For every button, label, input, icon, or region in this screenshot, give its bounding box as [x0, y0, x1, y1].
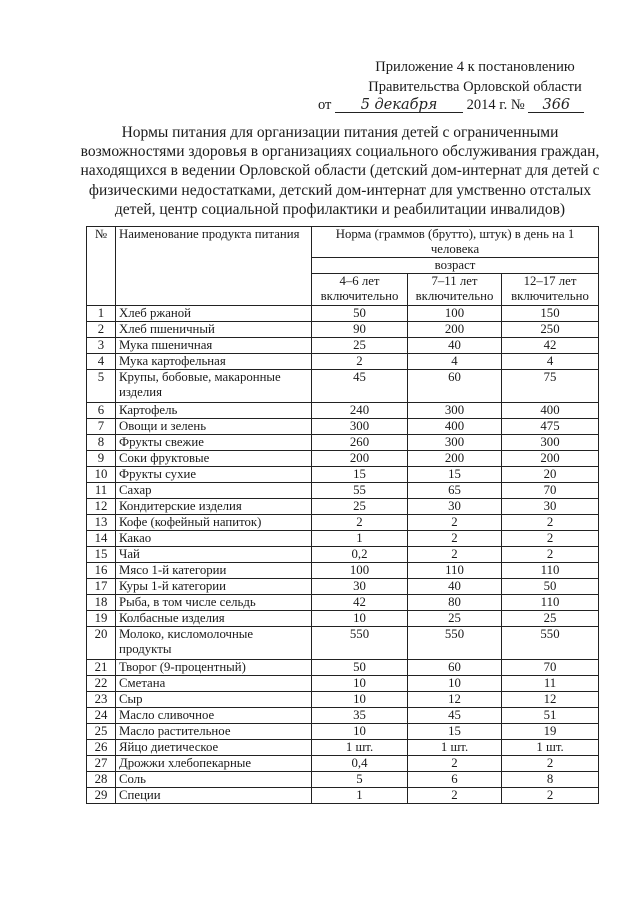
row-norm-age-4-6: 50 — [312, 660, 408, 676]
row-norm-age-7-11: 80 — [408, 595, 502, 611]
row-norm-age-7-11: 25 — [408, 611, 502, 627]
row-norm-age-4-6: 1 — [312, 531, 408, 547]
row-number: 14 — [87, 531, 116, 547]
row-norm-age-4-6: 0,4 — [312, 756, 408, 772]
header-age-group-1: 4–6 лет включительно — [312, 274, 408, 306]
row-product-name: Чай — [116, 547, 312, 563]
appendix-line-2: Правительства Орловской области — [368, 79, 582, 95]
row-norm-age-12-17: 51 — [502, 708, 599, 724]
row-product-name: Специи — [116, 788, 312, 804]
row-norm-age-7-11: 60 — [408, 370, 502, 403]
header-product-name: Наименование продукта питания — [116, 227, 312, 306]
table-row — [87, 627, 599, 660]
row-norm-age-7-11: 300 — [408, 435, 502, 451]
row-number: 29 — [87, 788, 116, 804]
row-product-name: Сахар — [116, 483, 312, 499]
row-norm-age-7-11: 200 — [408, 451, 502, 467]
row-norm-age-12-17: 2 — [502, 756, 599, 772]
row-number: 21 — [87, 660, 116, 676]
row-product-name: Фрукты свежие — [116, 435, 312, 451]
table-row — [87, 467, 599, 483]
row-norm-age-12-17: 550 — [502, 627, 599, 660]
row-norm-age-4-6: 260 — [312, 435, 408, 451]
row-norm-age-4-6: 10 — [312, 692, 408, 708]
header-age-group-2: 7–11 лет включительно — [408, 274, 502, 306]
row-norm-age-4-6: 2 — [312, 354, 408, 370]
row-product-name: Кофе (кофейный напиток) — [116, 515, 312, 531]
header-age: возраст — [312, 258, 599, 274]
row-number: 27 — [87, 756, 116, 772]
row-norm-age-7-11: 300 — [408, 403, 502, 419]
row-norm-age-7-11: 100 — [408, 306, 502, 322]
row-norm-age-12-17: 11 — [502, 676, 599, 692]
row-norm-age-4-6: 25 — [312, 338, 408, 354]
row-norm-age-12-17: 19 — [502, 724, 599, 740]
table-row — [87, 403, 599, 419]
row-norm-age-12-17: 25 — [502, 611, 599, 627]
row-product-name: Мясо 1-й категории — [116, 563, 312, 579]
table-row — [87, 370, 599, 403]
row-norm-age-4-6: 50 — [312, 306, 408, 322]
row-number: 13 — [87, 515, 116, 531]
row-norm-age-4-6: 15 — [312, 467, 408, 483]
row-norm-age-7-11: 2 — [408, 547, 502, 563]
row-norm-age-12-17: 2 — [502, 547, 599, 563]
row-product-name: Крупы, бобовые, макаронные изделия — [116, 370, 312, 403]
table-row — [87, 660, 599, 676]
row-number: 17 — [87, 579, 116, 595]
table-row — [87, 579, 599, 595]
appendix-line-1: Приложение 4 к постановлению — [375, 59, 575, 75]
row-product-name: Мука пшеничная — [116, 338, 312, 354]
row-norm-age-4-6: 10 — [312, 676, 408, 692]
date-prefix: от — [318, 97, 332, 113]
row-norm-age-12-17: 2 — [502, 531, 599, 547]
row-norm-age-4-6: 5 — [312, 772, 408, 788]
row-number: 20 — [87, 627, 116, 660]
row-norm-age-12-17: 200 — [502, 451, 599, 467]
row-norm-age-7-11: 2 — [408, 756, 502, 772]
row-norm-age-4-6: 200 — [312, 451, 408, 467]
handwritten-date: 5 декабря — [335, 98, 463, 113]
row-norm-age-7-11: 60 — [408, 660, 502, 676]
row-norm-age-7-11: 2 — [408, 531, 502, 547]
header-age-group-3: 12–17 лет включительно — [502, 274, 599, 306]
row-product-name: Колбасные изделия — [116, 611, 312, 627]
row-norm-age-4-6: 55 — [312, 483, 408, 499]
table-row — [87, 531, 599, 547]
row-product-name: Масло сливочное — [116, 708, 312, 724]
row-number: 8 — [87, 435, 116, 451]
row-norm-age-4-6: 240 — [312, 403, 408, 419]
header-number: № — [87, 227, 116, 306]
row-norm-age-7-11: 65 — [408, 483, 502, 499]
table-row — [87, 499, 599, 515]
row-norm-age-4-6: 1 — [312, 788, 408, 804]
row-norm-age-7-11: 12 — [408, 692, 502, 708]
row-number: 12 — [87, 499, 116, 515]
row-norm-age-12-17: 75 — [502, 370, 599, 403]
row-norm-age-4-6: 10 — [312, 724, 408, 740]
row-number: 4 — [87, 354, 116, 370]
date-year: 2014 г. № — [466, 97, 525, 113]
row-norm-age-7-11: 6 — [408, 772, 502, 788]
row-number: 25 — [87, 724, 116, 740]
row-product-name: Мука картофельная — [116, 354, 312, 370]
row-norm-age-12-17: 20 — [502, 467, 599, 483]
row-norm-age-7-11: 40 — [408, 338, 502, 354]
table-row — [87, 611, 599, 627]
row-product-name: Фрукты сухие — [116, 467, 312, 483]
row-number: 3 — [87, 338, 116, 354]
row-norm-age-4-6: 45 — [312, 370, 408, 403]
row-number: 16 — [87, 563, 116, 579]
table-row — [87, 788, 599, 804]
header-norm: Норма (граммов (брутто), штук) в день на 1 человека — [312, 227, 599, 258]
row-norm-age-7-11: 550 — [408, 627, 502, 660]
row-norm-age-4-6: 25 — [312, 499, 408, 515]
row-norm-age-4-6: 42 — [312, 595, 408, 611]
row-product-name: Яйцо диетическое — [116, 740, 312, 756]
row-number: 5 — [87, 370, 116, 403]
row-number: 22 — [87, 676, 116, 692]
row-product-name: Сыр — [116, 692, 312, 708]
row-product-name: Масло растительное — [116, 724, 312, 740]
row-norm-age-7-11: 1 шт. — [408, 740, 502, 756]
row-norm-age-12-17: 42 — [502, 338, 599, 354]
table-row — [87, 756, 599, 772]
row-number: 23 — [87, 692, 116, 708]
nutrition-norms-table — [86, 226, 599, 804]
row-number: 24 — [87, 708, 116, 724]
row-norm-age-4-6: 300 — [312, 419, 408, 435]
row-norm-age-12-17: 400 — [502, 403, 599, 419]
row-number: 11 — [87, 483, 116, 499]
row-norm-age-12-17: 475 — [502, 419, 599, 435]
row-norm-age-7-11: 4 — [408, 354, 502, 370]
table-row — [87, 515, 599, 531]
row-norm-age-7-11: 2 — [408, 515, 502, 531]
table-body — [87, 306, 599, 804]
row-norm-age-12-17: 8 — [502, 772, 599, 788]
row-product-name: Молоко, кисломолочные продукты — [116, 627, 312, 660]
table-row — [87, 338, 599, 354]
table-row — [87, 451, 599, 467]
row-number: 7 — [87, 419, 116, 435]
document-title: Нормы питания для организации питания детей с ограниченными возможностями здоровья в организациях социального обслуживания граждан, находящихся в ведении Орловской области (детский дом-интернат для детей с физическими недостатками, детский дом-интернат для умственно отсталых детей, центр социальной профилактики и реабилитации инвалидов) — [80, 124, 600, 218]
row-norm-age-12-17: 250 — [502, 322, 599, 338]
row-number: 6 — [87, 403, 116, 419]
row-number: 18 — [87, 595, 116, 611]
row-norm-age-4-6: 100 — [312, 563, 408, 579]
table-row — [87, 354, 599, 370]
table-row — [87, 322, 599, 338]
row-product-name: Кондитерские изделия — [116, 499, 312, 515]
row-number: 9 — [87, 451, 116, 467]
row-norm-age-12-17: 110 — [502, 595, 599, 611]
row-number: 1 — [87, 306, 116, 322]
row-norm-age-7-11: 30 — [408, 499, 502, 515]
table-row — [87, 692, 599, 708]
row-number: 26 — [87, 740, 116, 756]
row-number: 19 — [87, 611, 116, 627]
row-norm-age-12-17: 2 — [502, 515, 599, 531]
row-norm-age-7-11: 400 — [408, 419, 502, 435]
row-norm-age-4-6: 30 — [312, 579, 408, 595]
row-norm-age-12-17: 12 — [502, 692, 599, 708]
table-row — [87, 676, 599, 692]
row-norm-age-12-17: 70 — [502, 483, 599, 499]
row-norm-age-4-6: 550 — [312, 627, 408, 660]
row-product-name: Хлеб ржаной — [116, 306, 312, 322]
table-row — [87, 306, 599, 322]
row-norm-age-12-17: 30 — [502, 499, 599, 515]
row-norm-age-4-6: 10 — [312, 611, 408, 627]
table-row — [87, 708, 599, 724]
row-product-name: Хлеб пшеничный — [116, 322, 312, 338]
row-product-name: Овощи и зелень — [116, 419, 312, 435]
table-row — [87, 595, 599, 611]
row-norm-age-7-11: 10 — [408, 676, 502, 692]
row-product-name: Сметана — [116, 676, 312, 692]
row-norm-age-12-17: 110 — [502, 563, 599, 579]
date-line — [318, 96, 618, 114]
table-row — [87, 772, 599, 788]
table-row — [87, 724, 599, 740]
row-norm-age-12-17: 1 шт. — [502, 740, 599, 756]
row-product-name: Куры 1-й категории — [116, 579, 312, 595]
row-norm-age-4-6: 1 шт. — [312, 740, 408, 756]
row-norm-age-12-17: 2 — [502, 788, 599, 804]
row-norm-age-12-17: 4 — [502, 354, 599, 370]
row-number: 2 — [87, 322, 116, 338]
appendix-block — [330, 57, 620, 97]
table-row — [87, 419, 599, 435]
row-product-name: Соки фруктовые — [116, 451, 312, 467]
row-norm-age-12-17: 300 — [502, 435, 599, 451]
row-norm-age-7-11: 110 — [408, 563, 502, 579]
row-number: 15 — [87, 547, 116, 563]
row-norm-age-4-6: 0,2 — [312, 547, 408, 563]
table-row — [87, 547, 599, 563]
row-norm-age-4-6: 35 — [312, 708, 408, 724]
row-norm-age-7-11: 200 — [408, 322, 502, 338]
row-norm-age-7-11: 15 — [408, 467, 502, 483]
row-product-name: Дрожжи хлебопекарные — [116, 756, 312, 772]
row-number: 28 — [87, 772, 116, 788]
row-norm-age-7-11: 45 — [408, 708, 502, 724]
row-number: 10 — [87, 467, 116, 483]
row-product-name: Творог (9-процентный) — [116, 660, 312, 676]
table-row — [87, 483, 599, 499]
row-norm-age-12-17: 70 — [502, 660, 599, 676]
table-row — [87, 740, 599, 756]
row-norm-age-4-6: 90 — [312, 322, 408, 338]
row-norm-age-12-17: 50 — [502, 579, 599, 595]
table-row — [87, 563, 599, 579]
table-row — [87, 435, 599, 451]
row-norm-age-12-17: 150 — [502, 306, 599, 322]
row-norm-age-4-6: 2 — [312, 515, 408, 531]
row-product-name: Соль — [116, 772, 312, 788]
row-product-name: Какао — [116, 531, 312, 547]
handwritten-doc-number: 366 — [528, 98, 584, 113]
row-product-name: Рыба, в том числе сельдь — [116, 595, 312, 611]
row-norm-age-7-11: 15 — [408, 724, 502, 740]
row-product-name: Картофель — [116, 403, 312, 419]
row-norm-age-7-11: 2 — [408, 788, 502, 804]
row-norm-age-7-11: 40 — [408, 579, 502, 595]
